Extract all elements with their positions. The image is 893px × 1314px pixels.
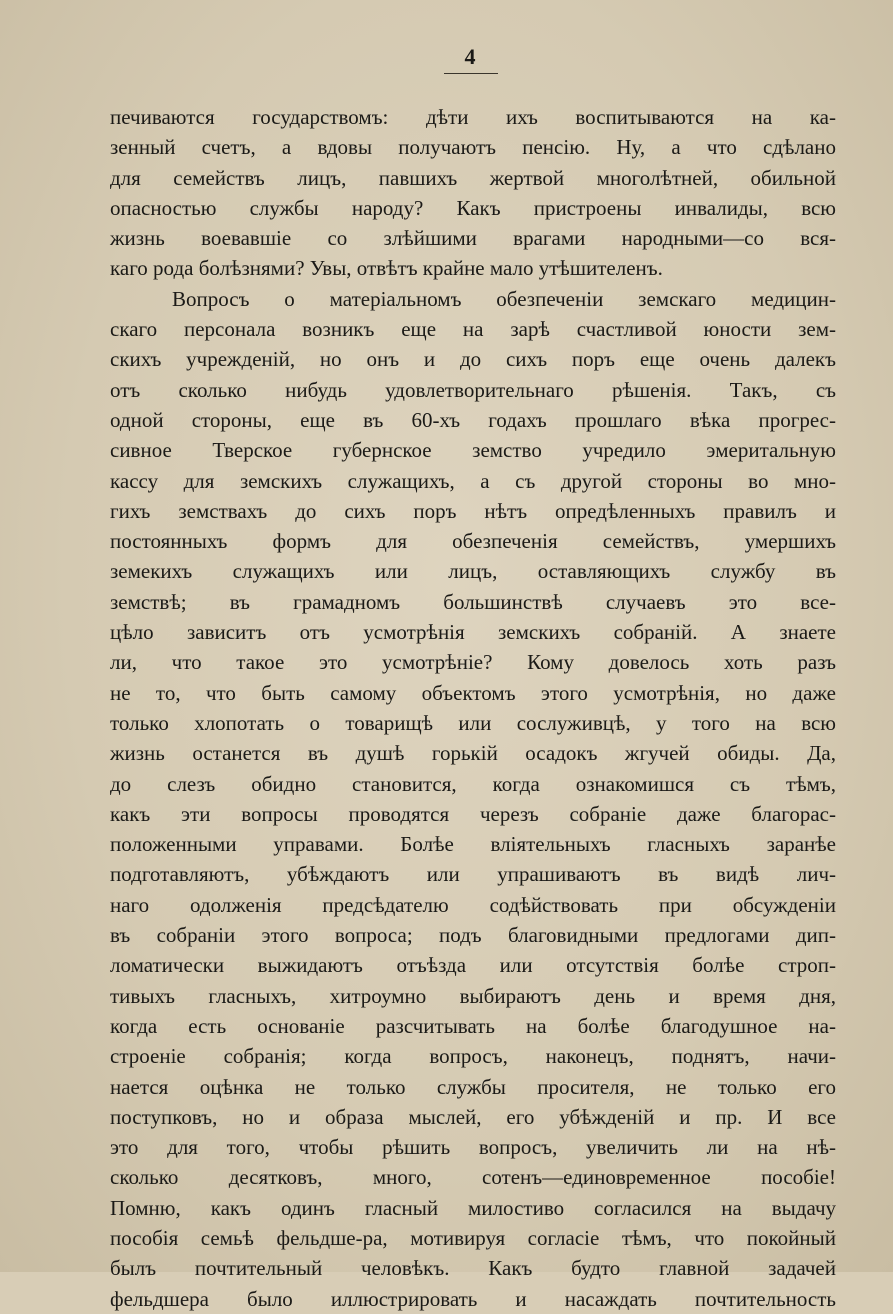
text-line: одной стороны, еще въ 60-хъ годахъ прошлаго вѣка прогрес- [110,407,836,432]
text-line: въ собраніи этого вопроса; подъ благовидными предлогами дип- [110,923,836,948]
text-line: скихъ учрежденій, но онъ и до сихъ поръ еще очень далекъ [110,347,836,372]
text-line: нается оцѣнка не только службы просителя, не только его [110,1074,836,1099]
text-line: Вопросъ о матеріальномъ обезпеченіи земскаго медицин- [172,286,836,311]
text-line: положенными управами. Болѣе вліятельныхъ гласныхъ заранѣе [110,832,836,857]
text-line: зенный счетъ, а вдовы получаютъ пенсію. Ну, а что сдѣлано [110,135,836,160]
text-line: Помню, какъ одинъ гласный милостиво согласился на выдачу [110,1195,836,1220]
text-line: ли, что такое это усмотрѣніе? Кому довелось хоть разъ [110,650,836,675]
text-line: цѣло зависитъ отъ усмотрѣнія земскихъ собраній. А знаете [110,620,836,645]
text-line: для семействъ лицъ, павшихъ жертвой многолѣтней, обильной [110,165,836,190]
text-line: пособія семьѣ фельдше-ра, мотивируя согласіе тѣмъ, что покойный [110,1225,836,1250]
text-line: подготавляютъ, убѣждаютъ или упрашиваютъ въ видѣ лич- [110,862,836,887]
text-line: скаго персонала возникъ еще на зарѣ счастливой юности зем- [110,317,836,342]
text-line: опасностью службы народу? Какъ пристроены инвалиды, всю [110,195,836,220]
body-text [110,102,836,1314]
text-line: постоянныхъ формъ для обезпеченія семействъ, умершихъ [110,529,836,554]
text-line: жизнь воевавшіе со злѣйшими врагами народными—со вся- [110,226,836,251]
text-line: строеніе собранія; когда вопросъ, наконецъ, поднятъ, начи- [110,1044,836,1069]
text-line: каго рода болѣзнями? Увы, отвѣтъ крайне мало утѣшителенъ. [110,256,663,281]
text-line: какъ эти вопросы проводятся черезъ собраніе даже благорас- [110,801,836,826]
text-line: ломатически выжидаютъ отъѣзда или отсутствія болѣе строп- [110,953,836,978]
page-number: 4 [464,44,476,69]
text-line: сивное Тверское губернское земство учредило эмеритальную [110,438,836,463]
text-line: былъ почтительный человѣкъ. Какъ будто главной задачей [110,1256,836,1281]
text-line: земекихъ служащихъ или лицъ, оставляющихъ службу въ [110,559,836,584]
text-line: наго одолженія предсѣдателю содѣйствовать при обсужденіи [110,892,836,917]
text-line: это для того, чтобы рѣшить вопросъ, увеличить ли на нѣ- [110,1135,836,1160]
text-line: земствѣ; въ грамадномъ большинствѣ случаевъ это все- [110,589,836,614]
text-line: кассу для земскихъ служащихъ, а съ другой стороны во мно- [110,468,836,493]
text-line: когда есть основаніе разсчитывать на болѣе благодушное на- [110,1013,836,1038]
text-line: не то, что быть самому объектомъ этого усмотрѣнія, но даже [110,680,836,705]
text-line: жизнь останется въ душѣ горькій осадокъ жгучей обиды. Да, [110,741,836,766]
text-line: до слезъ обидно становится, когда ознакомишся съ тѣмъ, [110,771,836,796]
text-line: фельдшера было иллюстрировать и насаждать почтительность [110,1286,836,1311]
text-line: только хлопотать о товарищѣ или сослуживцѣ, у того на всю [110,710,836,735]
text-line: отъ сколько нибудь удовлетворительнаго рѣшенія. Такъ, съ [110,377,836,402]
text-line: сколько десятковъ, много, сотенъ—единовременное пособіе! [110,1165,836,1190]
text-line: печиваются государствомъ: дѣти ихъ воспитываются на ка- [110,105,836,129]
text-line: гихъ земствахъ до сихъ поръ нѣтъ опредѣленныхъ правилъ и [110,498,836,523]
text-line: тивыхъ гласныхъ, хитроумно выбираютъ день и время дня, [110,983,836,1008]
text-line: поступковъ, но и образа мыслей, его убѣжденій и пр. И все [110,1104,836,1129]
page-number-rule [444,73,498,74]
